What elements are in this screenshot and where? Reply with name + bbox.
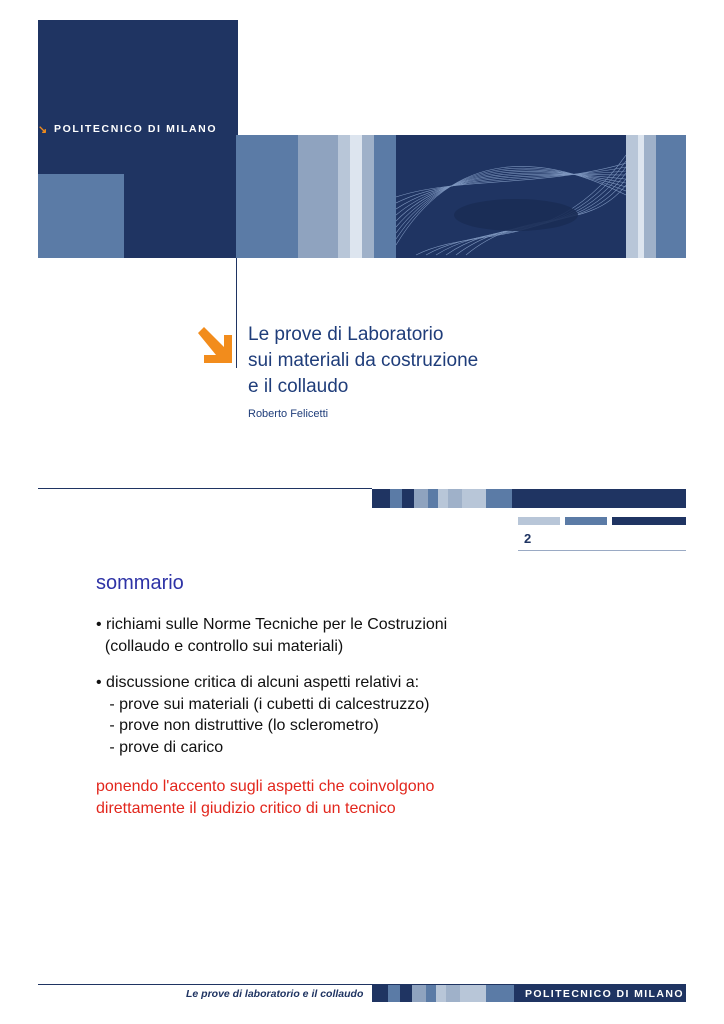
footer-block <box>426 985 436 1002</box>
footer-blocks <box>372 985 514 1002</box>
title-line: Le prove di Laboratorio <box>248 324 444 345</box>
bullet-paragraph: • discussione critica di alcuni aspetti relativi a: - prove sui materiali (i cubetti di calcestruzzo) - prove non distruttive (lo sclerometro) - prove di carico <box>96 674 430 756</box>
title-line: e il collaudo <box>248 376 349 397</box>
separator-block <box>486 489 512 508</box>
logo-text: POLITECNICO DI MILANO <box>54 123 218 135</box>
footer-block <box>436 985 446 1002</box>
slide-separator-line <box>38 488 372 489</box>
title-arrow-icon <box>194 325 238 369</box>
slide-heading: sommario <box>96 572 184 594</box>
footer-block <box>486 985 514 1002</box>
bullet-paragraph: • richiami sulle Norme Tecniche per le Costruzioni (collaudo e controllo sui materiali) <box>96 616 448 655</box>
stripe <box>626 135 638 258</box>
stripe <box>396 135 626 258</box>
separator-block <box>372 489 390 508</box>
footer-block <box>400 985 412 1002</box>
separator-block <box>438 489 448 508</box>
separator-block <box>414 489 428 508</box>
logo-panel-accent <box>38 174 124 258</box>
footer-block <box>388 985 400 1002</box>
stripe <box>644 135 656 258</box>
separator-block <box>512 489 686 508</box>
presentation-title <box>248 322 478 400</box>
footer-block <box>372 985 388 1002</box>
header-stripes <box>236 135 686 258</box>
separator-block <box>462 489 486 508</box>
stripe <box>350 135 362 258</box>
separator-block <box>402 489 414 508</box>
footer-block <box>446 985 460 1002</box>
wave-pattern-icon <box>396 135 626 258</box>
footer-logo-text: POLITECNICO DI MILANO <box>525 988 684 1000</box>
separator-block <box>448 489 462 508</box>
page-indicator-bar <box>518 517 560 525</box>
page-number: 2 <box>524 531 532 546</box>
stripe <box>338 135 350 258</box>
highlight-text: ponendo l'accento sugli aspetti che coinvolgono direttamente il giudizio critico di un tecnico <box>96 778 435 817</box>
footer-caption: Le prove di laboratorio e il collaudo <box>186 988 364 1000</box>
page-indicator-bar <box>565 517 607 525</box>
logo-arrow-icon: ↘ <box>38 124 48 136</box>
slide-separator-blocks <box>372 489 686 508</box>
stripe <box>656 135 686 258</box>
separator-block <box>428 489 438 508</box>
author-name: Roberto Felicetti <box>248 408 329 420</box>
stripe <box>236 135 298 258</box>
stripe <box>362 135 374 258</box>
page-indicator-bar <box>612 517 686 525</box>
stripe <box>374 135 396 258</box>
page-number-underline <box>518 550 686 551</box>
title-line: sui materiali da costruzione <box>248 350 479 371</box>
footer-block <box>460 985 486 1002</box>
footer-block <box>412 985 426 1002</box>
separator-block <box>390 489 402 508</box>
stripe <box>298 135 338 258</box>
